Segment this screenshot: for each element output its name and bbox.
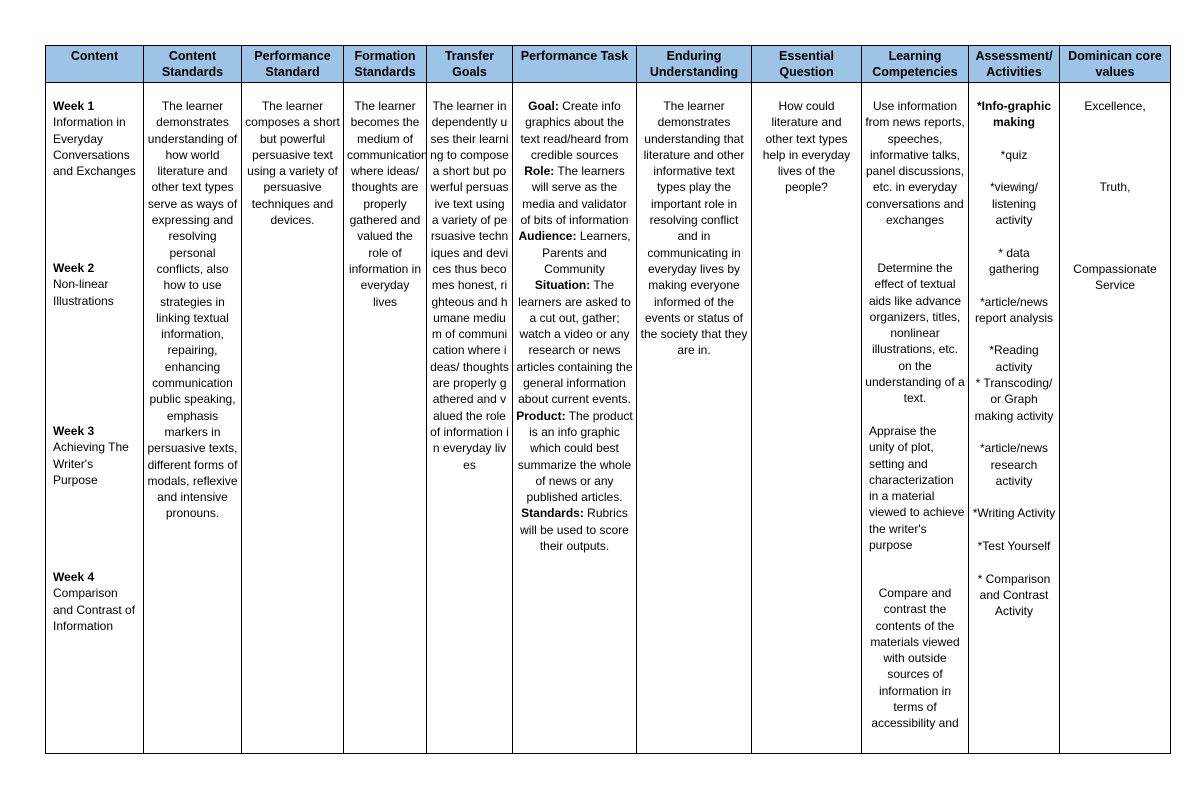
header-content-standards: Content Standards: [144, 46, 242, 83]
header-performance-standard: Performance Standard: [242, 46, 344, 83]
week-1: Week 1 Information in Everyday Conversations and Exchanges: [53, 99, 136, 179]
content-standards-cell: The learner demonstrates understanding of how world literature and other text types serve as ways of expressing and resolving personal conflicts, also how to use strategies in linking textual information, repairing, enhancing communication public speaking, emphasis markers in persuasive texts, different forms of modals, reflexive and intensive pronouns.: [144, 83, 242, 754]
week-4: Week 4 Comparison and Contrast of Information: [53, 570, 136, 633]
header-assessment-activities: Assessment/ Activities: [969, 46, 1060, 83]
header-content: Content: [46, 46, 144, 83]
enduring-understanding-cell: The learner demonstrates understanding that literature and other informative text types play the important role in resolving conflict and in communicating in everyday lives by making everyone informed of the events or status of the society that they are in.: [637, 83, 752, 754]
header-enduring-understanding: Enduring Understanding: [637, 46, 752, 83]
formation-standards-cell: The learner becomes the medium of communication where ideas/ thoughts are properly gathered and valued the role of information in everyday lives: [344, 83, 427, 754]
product-label: Product:: [516, 408, 566, 423]
assessment-item: * Transcoding/ or Graph making activity: [974, 376, 1054, 423]
role-label: Role:: [524, 164, 555, 179]
competency-1: Use information from news reports, speeches, informative talks, panel discussions, etc. in everyday conversations and exchanges: [865, 99, 965, 228]
week-3: Week 3 Achieving The Writer's Purpose: [53, 424, 129, 487]
competency-3: Appraise the unity of plot, setting and characterization in a material viewed to achieve the writer's purpose: [869, 424, 965, 553]
transfer-goals-cell: The learner independently uses their learning to compose a short but powerful persuasive text using a variety of persuasive techniques and devices thus becomes honest, righteous and humane medium of communication where ideas/ thoughts are properly gathered and valued the role of information in everyday lives: [427, 83, 513, 754]
learning-competencies-cell: [862, 83, 969, 754]
curriculum-map-table: [45, 45, 1171, 754]
core-value: Excellence,: [1084, 99, 1146, 113]
core-values-cell: [1060, 83, 1171, 754]
standards-text: Rubrics will be used to score their outputs.: [520, 506, 629, 554]
header-row: [46, 46, 1171, 83]
competency-4: Compare and contrast the contents of the materials viewed with outside sources of information in terms of accessibility and: [870, 586, 960, 731]
assessment-item: *Writing Activity: [972, 506, 1056, 521]
situation-text: The learners are asked to a cut out, gather; watch a video or any research or news articles containing the general information about current events.: [516, 278, 633, 407]
competency-2: Determine the effect of textual aids like advance organizers, titles, nonlinear illustrations, etc. on the understanding of a text.: [865, 261, 965, 406]
essential-question-cell: How could literature and other text types help in everyday lives of the people?: [752, 83, 862, 754]
goal-text: Create info graphics about the text read/heard from credible sources: [520, 99, 629, 162]
assessment-item: *article/news report analysis: [974, 294, 1054, 325]
header-formation-standards: Formation Standards: [344, 46, 427, 83]
assessment-item: *quiz: [1000, 147, 1028, 162]
header-transfer-goals: Transfer Goals: [427, 46, 513, 83]
assessment-item: *article/news research activity: [979, 441, 1049, 488]
header-dominican-core-values: Dominican core values: [1060, 46, 1171, 83]
content-cell: [46, 83, 144, 754]
table-row: [46, 83, 1171, 754]
assessment-item: * data gathering: [988, 245, 1040, 276]
assessment-infographic: *Info-graphic making: [977, 99, 1051, 130]
week-2: Week 2 Non-linear Illustrations: [53, 261, 114, 308]
situation-label: Situation:: [534, 278, 591, 293]
performance-standard-cell: The learner composes a short but powerful persuasive text using a variety of persuasive techniques and devices.: [242, 83, 344, 754]
performance-task-cell: [513, 83, 637, 754]
core-value: Compassionate Service: [1073, 262, 1157, 293]
assessment-cell: [969, 83, 1060, 754]
audience-label: Audience:: [518, 229, 577, 244]
core-value: Truth,: [1099, 180, 1131, 194]
assessment-item: *Reading activity: [989, 343, 1039, 374]
header-learning-competencies: Learning Competencies: [862, 46, 969, 83]
header-performance-task: Performance Task: [513, 46, 637, 83]
standards-label: Standards:: [521, 506, 584, 521]
product-text: The product is an info graphic which could best summarize the whole of news or any published articles.: [517, 408, 633, 505]
goal-label: Goal:: [528, 99, 559, 113]
header-essential-question: Essential Question: [752, 46, 862, 83]
role-text: The learners will serve as the media and validator of bits of information: [520, 164, 629, 228]
audience-text: Learners, Parents and Community: [542, 229, 631, 276]
assessment-item: *viewing/ listening activity: [989, 180, 1039, 228]
assessment-item: * Comparison and Contrast Activity: [977, 571, 1051, 619]
assessment-item: *Test Yourself: [977, 539, 1051, 554]
